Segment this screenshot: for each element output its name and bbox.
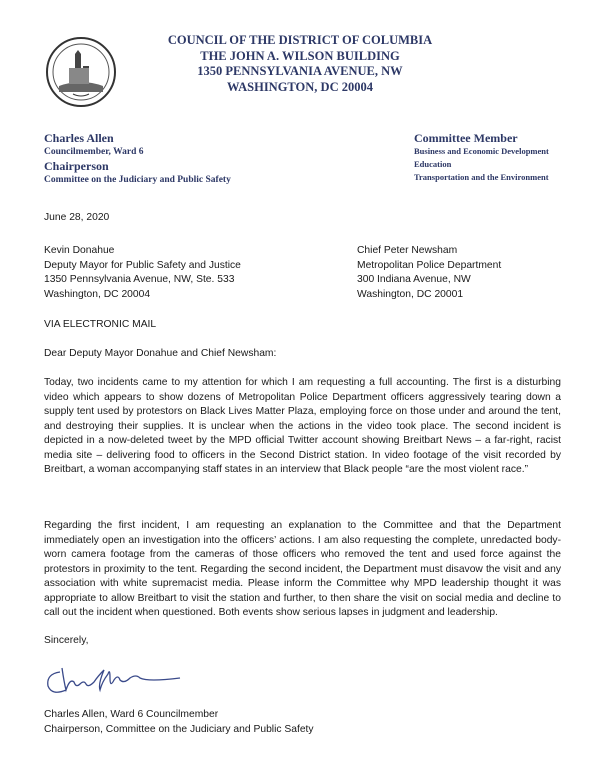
recipient-line: Chief Peter Newsham <box>357 245 458 256</box>
letterhead <box>150 33 450 95</box>
recipient-line: Metropolitan Police Department <box>357 259 502 271</box>
signoff-title: Chairperson, Committee on the Judiciary and Public Safety <box>44 723 314 735</box>
committee-member-block <box>414 131 549 184</box>
recipient-block <box>44 244 241 302</box>
member-heading: Committee Member <box>414 131 518 145</box>
recipient-line: Washington, DC 20001 <box>357 288 464 300</box>
salutation: Dear Deputy Mayor Donahue and Chief Newsham: <box>44 348 277 359</box>
sender-name: Charles Allen <box>44 131 114 145</box>
sender-title: Councilmember, Ward 6 <box>44 147 144 157</box>
closing: Sincerely, <box>44 635 89 646</box>
committee-item: Business and Economic Development <box>414 146 549 156</box>
letterhead-line: COUNCIL OF THE DISTRICT OF COLUMBIA <box>167 33 433 47</box>
committee-item: Transportation and the Environment <box>414 172 549 182</box>
body-paragraph: Today, two incidents came to my attention for which I am requesting a full accounting. The first is a disturbing video which appears to show dozens of Metropolitan Police Department officers aggressively tearing down a supply tent used by protestors on Black Lives Matter Plaza, employing force on those under and around the tent, and destroying their supplies. It is unclear when the actions in the video took place. The second incident is depicted in a now-deleted tweet by the MPD official Twitter account showing Breitbart News – a far-right, racist media site – delivering food to officers in the Second District station. In video footage of the visit recorded by Breitbart, a woman accompanying staff states in an interview that Black people “are the most violent race.” <box>44 377 561 475</box>
signoff-block <box>44 708 314 737</box>
recipient-line: Kevin Donahue <box>44 245 115 256</box>
committee-item: Education <box>414 159 452 169</box>
recipient-line: 1350 Pennsylvania Avenue, NW, Ste. 533 <box>44 274 235 285</box>
handwritten-signature <box>40 660 190 700</box>
body-paragraph: Regarding the first incident, I am requesting an explanation to the Committee and that the Department immediately open an investigation into the officers’ actions. I am also requesting the complete, unredacted body-worn camera footage from the cameras of those officers who removed the tent and used force against the protestors in proximity to the tent. Regarding the second incident, the Department must disavow the visit and any association with white supremacist media. Please inform the Committee why MPD leadership thought it was appropriate to allow Breitbart to visit the station and further, to then share the visit on social media and decline to call out the incident when questioned. Both events show serious lapses in judgment and leadership. <box>44 520 561 618</box>
delivery-method: VIA ELECTRONIC MAIL <box>44 319 157 330</box>
sender-committee: Committee on the Judiciary and Public Safety <box>44 175 231 185</box>
letterhead-line: 1350 PENNSYLVANIA AVENUE, NW <box>197 64 403 78</box>
recipient-line: Washington, DC 20004 <box>44 288 151 300</box>
sender-role: Chairperson <box>44 159 109 173</box>
signoff-name: Charles Allen, Ward 6 Councilmember <box>44 709 219 720</box>
letterhead-line: WASHINGTON, DC 20004 <box>227 79 373 94</box>
recipient-line: 300 Indiana Avenue, NW <box>357 274 471 285</box>
council-seal-logo <box>45 36 117 108</box>
recipient-block <box>357 244 501 302</box>
recipient-line: Deputy Mayor for Public Safety and Justice <box>44 259 241 271</box>
letter-date: June 28, 2020 <box>44 212 110 223</box>
letterhead-line: THE JOHN A. WILSON BUILDING <box>200 48 400 63</box>
sender-block <box>44 131 231 187</box>
